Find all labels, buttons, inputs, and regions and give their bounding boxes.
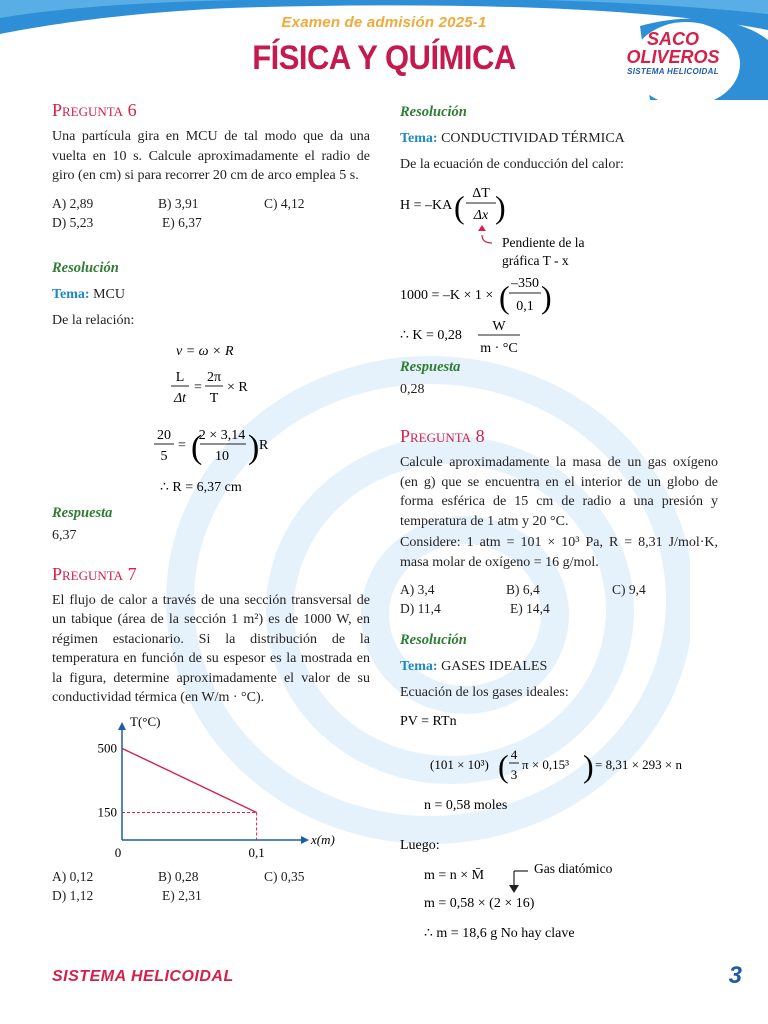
q7-f2-num: –350 — [511, 276, 539, 291]
q6-answer-value: 6,37 — [52, 527, 77, 543]
q8-intro: Ecuación de los gases ideales: — [400, 685, 569, 700]
q7-opt-d: D) 1,12 — [52, 887, 94, 903]
q8-title: Pregunta 8 — [400, 426, 485, 446]
q8-luego: Luego: — [400, 838, 440, 853]
q6-f3-num2: 2 × 3,14 — [198, 427, 246, 443]
q8-formula-6: ∴ m = 18,6 g No hay clave — [424, 926, 575, 941]
saco-oliveros-logo: SACO OLIVEROS SISTEMA HELICOIDAL — [626, 29, 720, 76]
q8-opt-b: B) 6,4 — [506, 582, 540, 597]
q8-resolution-label: Resolución — [400, 632, 467, 648]
right-column — [400, 100, 718, 948]
q8-f2-num: 4 — [510, 747, 518, 762]
q6-formulas — [52, 333, 370, 493]
q6-f2-den2: T — [209, 390, 219, 406]
q6-text: Una partícula gira en MCU de tal modo que da una vuelta en 10 s. Calcule aproximadamente el radio de giro (en cm) si para recorrer 20 cm de arco emplea 5 s. — [52, 129, 370, 183]
q7-opt-e: E) 2,31 — [162, 887, 202, 903]
q7-f2-head: 1000 = –K × 1 × — [400, 288, 494, 303]
q6-formula-1: v = ω × R — [176, 343, 234, 359]
q8-formula-3: n = 0,58 moles — [424, 798, 508, 813]
q6-answer-label: Respuesta — [52, 504, 113, 521]
y-tick-150: 150 — [97, 804, 117, 819]
q6-f2-den: Δt — [173, 390, 187, 406]
q7-text: El flujo de calor a través de una sección transversal de un tabique (área de la sección 1 m²) es de 1000 W, en régimen estacionario. Si la distribución de la temperatura en función de su espesor es la mostrada en la figura, determine aproximadamente el valor de su conductividad térmica (en W/m · °C). — [52, 592, 370, 705]
svg-text:(: ( — [498, 748, 509, 784]
subject-title: FÍSICA Y QUÍMICA — [252, 38, 516, 77]
q6-f3-num: 20 — [157, 427, 171, 443]
q6-opt-a: A) 2,89 — [52, 195, 94, 211]
q8-consider: Considere: 1 atm = 101 × 10³ Pa, R = 8,31 J/mol·K, masa molar de oxígeno = 16 g/mol. — [400, 535, 718, 570]
q8-opt-e: E) 14,4 — [510, 601, 550, 616]
q8-f2-mid: π × 0,15³ — [522, 757, 570, 772]
q7-answer-label: Respuesta — [400, 359, 461, 375]
q7-title: Pregunta 7 — [52, 563, 137, 584]
svg-text:(: ( — [454, 189, 465, 225]
q8-f2-right: = 8,31 × 293 × n — [595, 757, 682, 772]
temperature-line — [122, 748, 257, 812]
q6-options — [52, 194, 370, 232]
q8-formulas — [400, 703, 718, 948]
q7-annot-2: gráfica T - x — [502, 253, 569, 268]
q8-opt-d: D) 11,4 — [400, 601, 441, 616]
q7-temperature-chart — [52, 716, 370, 861]
x-tick-0: 0 — [114, 844, 122, 860]
page-number: 3 — [728, 962, 742, 989]
x-axis-label: x(m) — [311, 831, 335, 847]
q6-opt-d: D) 5,23 — [52, 214, 94, 230]
q6-title: Pregunta 6 — [52, 100, 137, 120]
q6-intro: De la relación: — [52, 312, 135, 328]
q7-f1-head: H = –KA — [400, 198, 453, 213]
q7-options — [52, 867, 370, 905]
q7-f3-den: m · °C — [480, 341, 518, 356]
q8-formula-1: PV = RTn — [400, 714, 457, 729]
q7-opt-a: A) 0,12 — [52, 868, 94, 884]
q7-annot-1: Pendiente de la — [502, 235, 585, 250]
q7-f3-head: ∴ K = 0,28 — [400, 328, 462, 343]
q6-f3-den2: 10 — [215, 448, 229, 464]
svg-text:(: ( — [191, 428, 203, 466]
q7-f2-den: 0,1 — [516, 299, 534, 314]
svg-text:): ) — [583, 748, 594, 784]
q8-f2-den: 3 — [510, 767, 518, 782]
x-axis-arrow — [301, 836, 309, 844]
q6-formula-4: ∴ R = 6,37 cm — [160, 479, 242, 493]
q6-opt-e: E) 6,37 — [162, 214, 202, 230]
q8-opt-a: A) 3,4 — [400, 582, 435, 597]
left-column — [52, 100, 370, 905]
q7-f3-num: W — [492, 319, 506, 334]
y-axis-arrow — [118, 722, 126, 730]
q8-tema: Tema: GASES IDEALES — [400, 659, 548, 674]
q8-options — [400, 580, 718, 618]
y-tick-500: 500 — [97, 739, 117, 755]
svg-text:(: ( — [499, 279, 510, 315]
x-tick-01: 0,1 — [248, 844, 265, 860]
q7-opt-b: B) 0,28 — [158, 868, 199, 884]
q8-f2-left: (101 × 10³) — [430, 757, 489, 772]
svg-text:=: = — [178, 437, 186, 453]
q7-answer-value: 0,28 — [400, 382, 425, 397]
q8-formula-5: m = 0,58 × (2 × 16) — [424, 896, 535, 911]
q6-f2-num2: 2π — [206, 369, 222, 385]
q8-opt-c: C) 9,4 — [612, 582, 646, 597]
svg-text:=: = — [194, 379, 202, 395]
q7-intro: De la ecuación de conducción del calor: — [400, 157, 624, 172]
q7-formulas — [400, 177, 718, 357]
q6-f3-den: 5 — [160, 448, 168, 464]
q6-f2-tail: × R — [227, 379, 248, 395]
exam-line: Examen de admisión 2025-1 — [281, 14, 487, 31]
q6-opt-c: C) 4,12 — [264, 195, 305, 211]
svg-text:): ) — [541, 279, 552, 315]
q7-opt-c: C) 0,35 — [264, 868, 305, 884]
q6-f2-num: L — [175, 369, 185, 385]
y-axis-label: T(°C) — [130, 715, 161, 729]
q8-text: Calcule aproximadamente la masa de un gas oxígeno (en g) que se encuentra en el interior de un globo de forma esférica de 15 cm de radio a una presión y temperatura de 1 atm y 20 °C. — [400, 455, 718, 529]
q7-tema: Tema: CONDUCTIVIDAD TÉRMICA — [400, 131, 625, 146]
q6-f3-tail: R — [259, 437, 269, 453]
q6-opt-b: B) 3,91 — [158, 195, 199, 211]
q7-f1-num: ΔT — [472, 186, 490, 201]
q6-tema: Tema: MCU — [52, 286, 125, 302]
svg-text:): ) — [248, 428, 260, 466]
q6-resolution-label: Resolución — [52, 259, 119, 276]
svg-text:): ) — [495, 189, 506, 225]
q7-f1-den: Δx — [473, 208, 489, 223]
q8-annot: Gas diatómico — [534, 861, 613, 876]
q7-resolution-label: Resolución — [400, 104, 467, 120]
footer-brand: SISTEMA HELICOIDAL — [52, 968, 234, 985]
page-header — [0, 0, 768, 100]
q8-formula-4: m = n × M̄ — [424, 868, 485, 883]
